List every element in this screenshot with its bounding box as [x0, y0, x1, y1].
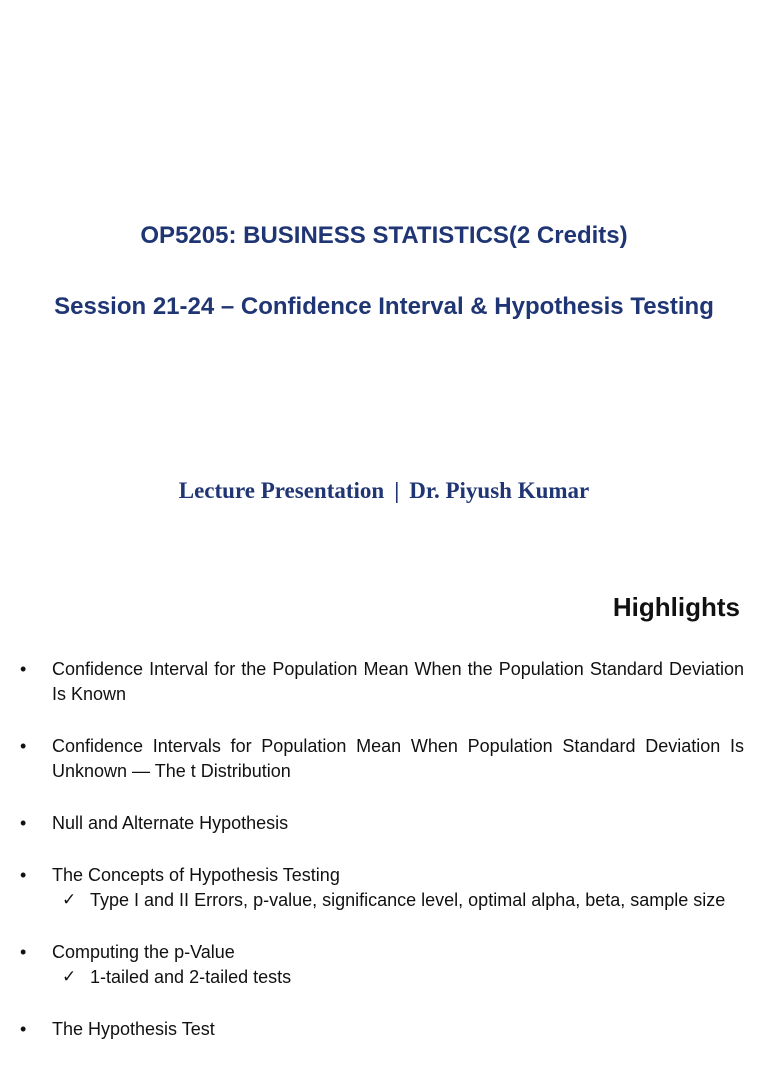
bullet-icon: •: [20, 942, 27, 962]
sub-list-item-text: Type I and II Errors, p-value, significance level, optimal alpha, beta, sample size: [90, 890, 726, 910]
list-item-text: The Hypothesis Test: [52, 1019, 215, 1039]
bullet-icon: •: [20, 1019, 27, 1039]
lecture-separator: |: [394, 478, 400, 503]
list-item: [20, 940, 744, 990]
bullet-icon: •: [20, 736, 27, 756]
list-item-text: Computing the p-Value: [52, 942, 235, 962]
bullet-icon: •: [20, 659, 27, 679]
sub-list: [52, 965, 744, 990]
list-item: [20, 1017, 744, 1042]
lecture-author: Dr. Piyush Kumar: [409, 478, 590, 503]
session-title: Session 21-24 – Confidence Interval & Hypothesis Testing: [54, 293, 714, 320]
list-item-text: Confidence Intervals for Population Mean When Population Standard Deviation Is Unknown — The t Distribution: [52, 736, 744, 781]
lecture-label: Lecture Presentation: [178, 478, 385, 503]
list-item-text: The Concepts of Hypothesis Testing: [52, 865, 340, 885]
course-title: OP5205: BUSINESS STATISTICS(2 Credits): [140, 222, 628, 249]
checkmark-icon: ✓: [62, 967, 77, 987]
sub-list: [52, 888, 744, 913]
list-item: [20, 811, 744, 836]
list-item: [20, 863, 744, 913]
sub-list-item-text: 1-tailed and 2-tailed tests: [90, 967, 292, 987]
list-item-text: Null and Alternate Hypothesis: [52, 813, 289, 833]
list-item: [20, 657, 744, 707]
highlights-heading: Highlights: [612, 592, 740, 622]
sub-list-item: [52, 888, 744, 913]
list-item-text: Confidence Interval for the Population Mean When the Population Standard Deviation Is Known: [52, 659, 744, 704]
sub-list-item: [52, 965, 744, 990]
checkmark-icon: ✓: [62, 890, 77, 910]
bullet-icon: •: [20, 813, 27, 833]
list-item: [20, 734, 744, 784]
lecture-line: [0, 478, 768, 504]
highlights-list: [20, 657, 744, 1069]
bullet-icon: •: [20, 865, 27, 885]
